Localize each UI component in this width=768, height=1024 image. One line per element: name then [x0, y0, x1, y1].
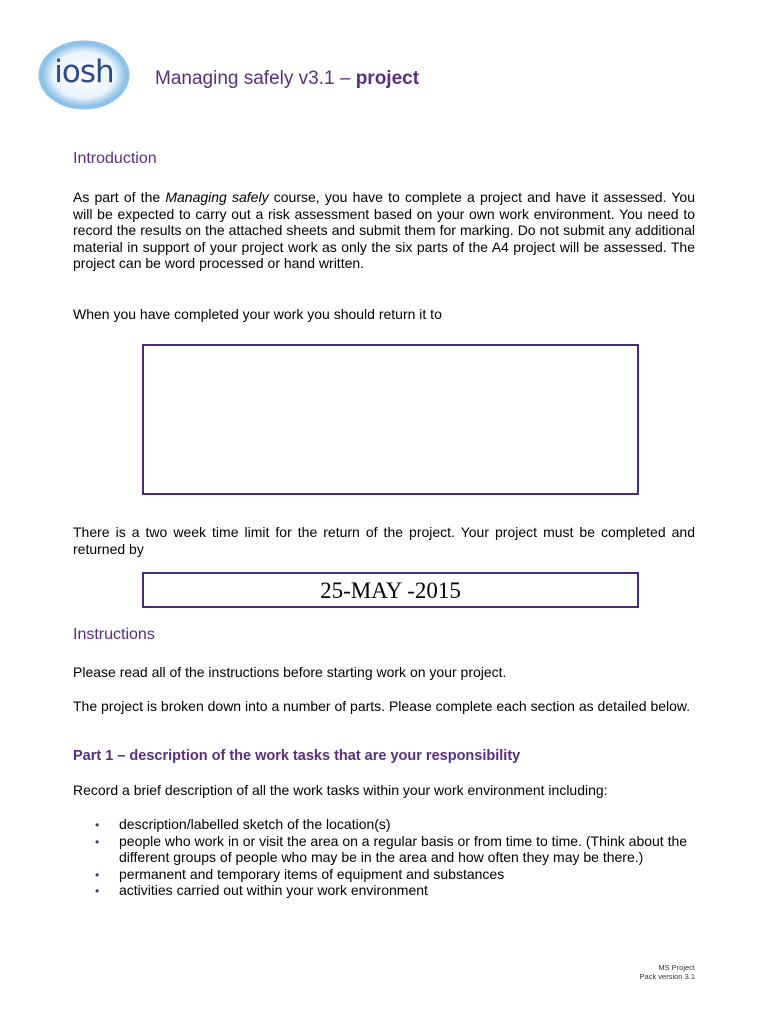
bullet-icon: • [95, 818, 100, 832]
introduction-paragraph [73, 189, 695, 272]
list-item [73, 882, 695, 899]
list-item [73, 866, 695, 883]
time-limit-paragraph: There is a two week time limit for the return of the project. Your project must be completed and returned by [73, 524, 695, 557]
page-footer [640, 963, 695, 981]
iosh-logo [38, 40, 130, 110]
due-date-box [142, 572, 639, 608]
instructions-paragraph-1: Please read all of the instructions before starting work on your project. [73, 664, 507, 680]
instructions-paragraph-2: The project is broken down into a number of parts. Please complete each section as detailed below. [73, 698, 691, 714]
title-prefix: Managing safely v3.1 – [155, 68, 356, 89]
bullet-icon: • [95, 834, 100, 849]
list-item [73, 816, 695, 833]
list-item-text: people who work in or visit the area on a regular basis or from time to time. (Think about the different groups of people who may be in the area and how often they may be there.) [119, 832, 688, 865]
due-date: 25-MAY -2015 [320, 578, 461, 603]
part1-bullet-list [73, 816, 695, 899]
instructions-heading: Instructions [73, 626, 155, 643]
list-item-text: activities carried out within your work environment [119, 882, 428, 898]
return-address-box [142, 344, 639, 495]
list-item [73, 833, 695, 866]
intro-text-rest: course, you have to complete a project and have it assessed. You will be expected to carry out a risk assessment based on your own work environment. You need to record the results on the attached sheets and submit them for marking. Do not submit any additional material in support of your project work as only the six parts of the A4 project will be assessed. The project can be word processed or hand written. [73, 189, 695, 271]
list-item-text: permanent and temporary items of equipment and substances [119, 865, 505, 882]
footer-line-2: Pack version 3.1 [639, 972, 695, 981]
introduction-heading: Introduction [73, 150, 157, 167]
part1-heading: Part 1 – description of the work tasks that are your responsibility [73, 748, 521, 764]
bullet-icon: • [95, 867, 100, 882]
return-instruction: When you have completed your work you should return it to [73, 306, 442, 322]
part1-intro: Record a brief description of all the work tasks within your work environment including: [73, 782, 608, 798]
course-name: Managing safely [165, 189, 269, 205]
title-bold: project [355, 68, 420, 89]
bullet-icon: • [95, 884, 100, 898]
list-item-text: description/labelled sketch of the location(s) [119, 816, 391, 832]
footer-line-1: MS Project [658, 963, 695, 972]
logo-wordmark: iosh [54, 54, 114, 90]
document-title [155, 68, 419, 90]
intro-text-start: As part of the [73, 189, 166, 205]
